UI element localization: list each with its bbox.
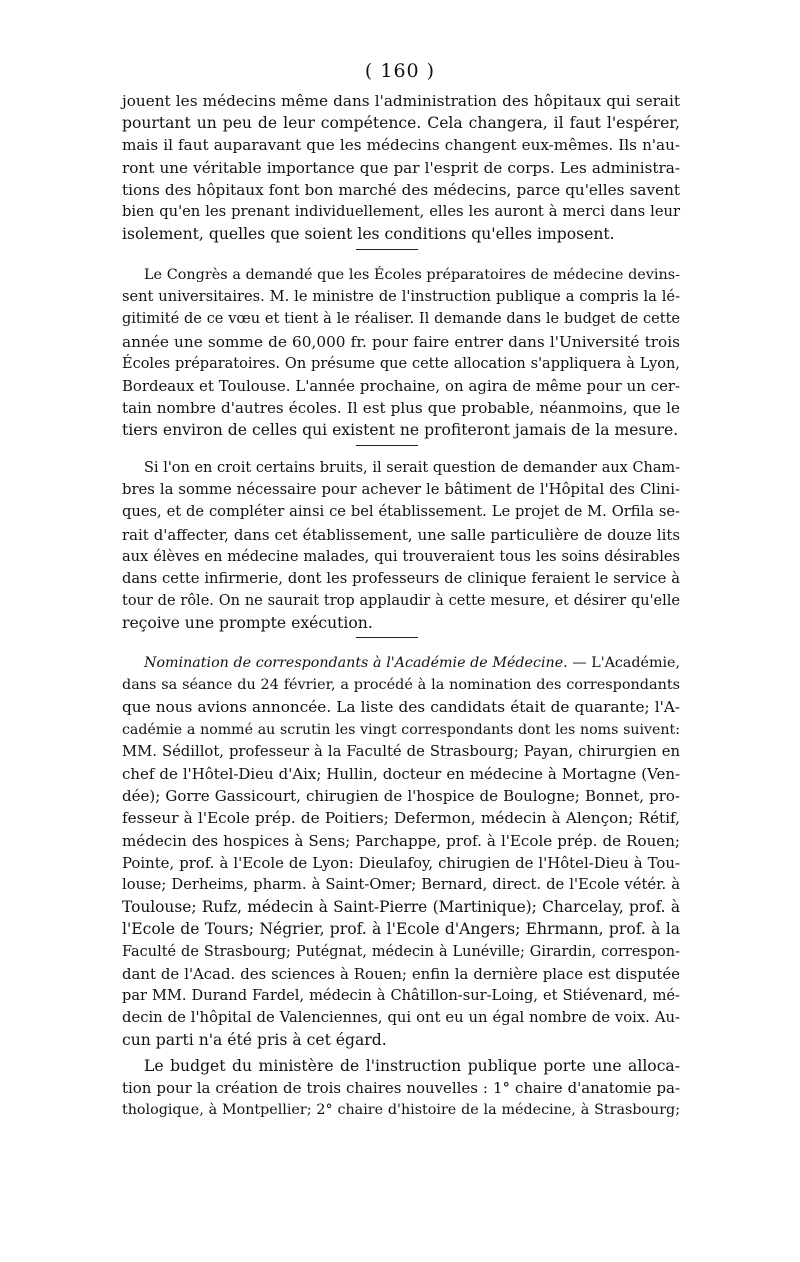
text-line: tour de rôle. On ne saurait trop applaudir à cette mesure, et désirer qu'elle (122, 593, 680, 610)
text-line: ques, et de compléter ainsi ce bel établissement. Le projet de M. Orfila se- (122, 503, 680, 521)
text-line: année une somme de 60,000 fr. pour faire entrer dans l'Université trois (122, 332, 680, 351)
text-line: MM. Sédillot, professeur à la Faculté de Strasbourg; Payan, chirurgien en (122, 742, 680, 760)
text-line: gitimité de ce vœu et tient à le réaliser. Il demande dans le budget de cette (122, 311, 680, 328)
paragraph-budget-chairs (122, 1055, 680, 1122)
text-line: l'Ecole de Tours; Négrier, prof. à l'Ecole d'Angers; Ehrmann, prof. à la (122, 920, 680, 939)
text-line: que nous avions annoncée. La liste des candidats était de quarante; l'A- (122, 698, 680, 717)
heading-continuation: — L'Académie, (567, 655, 680, 671)
text-line: ront une véritable importance que par l'esprit de corps. Les administra- (122, 158, 680, 177)
text-line: Écoles préparatoires. On présume que cette allocation s'appliquera à Lyon, (122, 355, 680, 372)
text-line: bres la somme nécessaire pour achever le bâtiment de l'Hôpital des Clini- (122, 481, 680, 499)
text-line: Pointe, prof. à l'Ecole de Lyon: Dieulafoy, chirugien de l'Hôtel-Dieu à Tou- (122, 853, 680, 872)
text-line: tain nombre d'autres écoles. Il est plus que probable, néanmoins, que le (122, 399, 680, 418)
text-line: dans cette infirmerie, dont les professeurs de clinique feraient le service à (122, 570, 680, 588)
text-line: tiers environ de celles qui existent ne profiteront jamais de la mesure. (122, 421, 679, 440)
text-line: par MM. Durand Fardel, médecin à Châtillon-sur-Loing, et Stiévenard, mé- (122, 987, 680, 1005)
text-line: Le Congrès a demandé que les Écoles préparatoires de médecine devins- (144, 267, 680, 283)
paragraph-hospitals (122, 90, 680, 245)
page-number: ( 160 ) (364, 60, 436, 82)
section-divider (356, 445, 418, 446)
text-line: mais il faut auparavant que les médecins changent eux-mêmes. Ils n'au- (122, 136, 680, 155)
text-line: aux élèves en médecine malades, qui trouveraient tous les soins désirables (122, 547, 680, 565)
text-line: chef de l'Hôtel-Dieu d'Aix; Hullin, docteur en médecine à Mortagne (Ven- (122, 765, 680, 784)
text-line: Toulouse; Rufz, médecin à Saint-Pierre (Martinique); Charcelay, prof. à (122, 898, 680, 917)
text-line: jouent les médecins même dans l'administration des hôpitaux qui serait (122, 92, 680, 110)
paragraph-clinic-hospital (122, 457, 680, 635)
text-line: fesseur à l'Ecole prép. de Poitiers; Defermon, médecin à Alençon; Rétif, (122, 809, 680, 828)
text-line: cun parti n'a été pris à cet égard. (122, 1031, 387, 1050)
section-divider (356, 249, 418, 250)
text-line: bien qu'en les prenant individuellement, elles les auront à merci dans leur (122, 203, 680, 221)
section-divider (356, 637, 418, 638)
text-line: Faculté de Strasbourg; Putégnat, médecin à Lunéville; Girardin, correspon- (122, 943, 680, 960)
paragraph-preparatory-schools (122, 264, 680, 442)
text-line: cadémie a nommé au scrutin les vingt correspondants dont les noms suivent: (122, 721, 680, 738)
text-line: Bordeaux et Toulouse. L'année prochaine, on agira de même pour un cer- (122, 377, 680, 396)
text-line: thologique, à Montpellier; 2° chaire d'histoire de la médecine, à Strasbourg; (122, 1102, 680, 1119)
text-line: decin de l'hôpital de Valenciennes, qui ont eu un égal nombre de voix. Au- (122, 1009, 680, 1027)
text-line: reçoive une prompte exécution. (122, 614, 373, 633)
text-line: isolement, quelles que soient les conditions qu'elles imposent. (122, 225, 615, 244)
text-line: pourtant un peu de leur compétence. Cela changera, il faut l'espérer, (122, 114, 680, 133)
text-line: Si l'on en croit certains bruits, il serait question de demander aux Cham- (144, 460, 680, 476)
text-line: dans sa séance du 24 février, a procédé à la nomination des correspondants (122, 677, 680, 694)
text-line: sent universitaires. M. le ministre de l'instruction publique a compris la lé- (122, 288, 680, 306)
text-line: rait d'affecter, dans cet établissement, une salle particulière de douze lits (122, 525, 680, 544)
text-line: dée); Gorre Gassicourt, chirugien de l'hospice de Boulogne; Bonnet, pro- (122, 787, 680, 806)
text-line: tion pour la création de trois chaires nouvelles : 1° chaire d'anatomie pa- (122, 1079, 680, 1098)
text-line: médecin des hospices à Sens; Parchappe, prof. à l'Ecole prép. de Rouen; (122, 831, 680, 850)
text-line: tions des hôpitaux font bon marché des médecins, parce qu'elles savent (122, 180, 680, 199)
text-line: dant de l'Acad. des sciences à Rouen; enfin la dernière place est disputée (122, 964, 680, 983)
paragraph-academy-nominations (122, 652, 680, 1052)
text-line (122, 652, 680, 674)
section-heading: Nomination de correspondants à l'Académie de Médecine. (144, 655, 568, 671)
text-line: louse; Derheims, pharm. à Saint-Omer; Bernard, direct. de l'Ecole vétér. à (122, 876, 680, 894)
text-line: Le budget du ministère de l'instruction publique porte une alloca- (144, 1057, 680, 1075)
